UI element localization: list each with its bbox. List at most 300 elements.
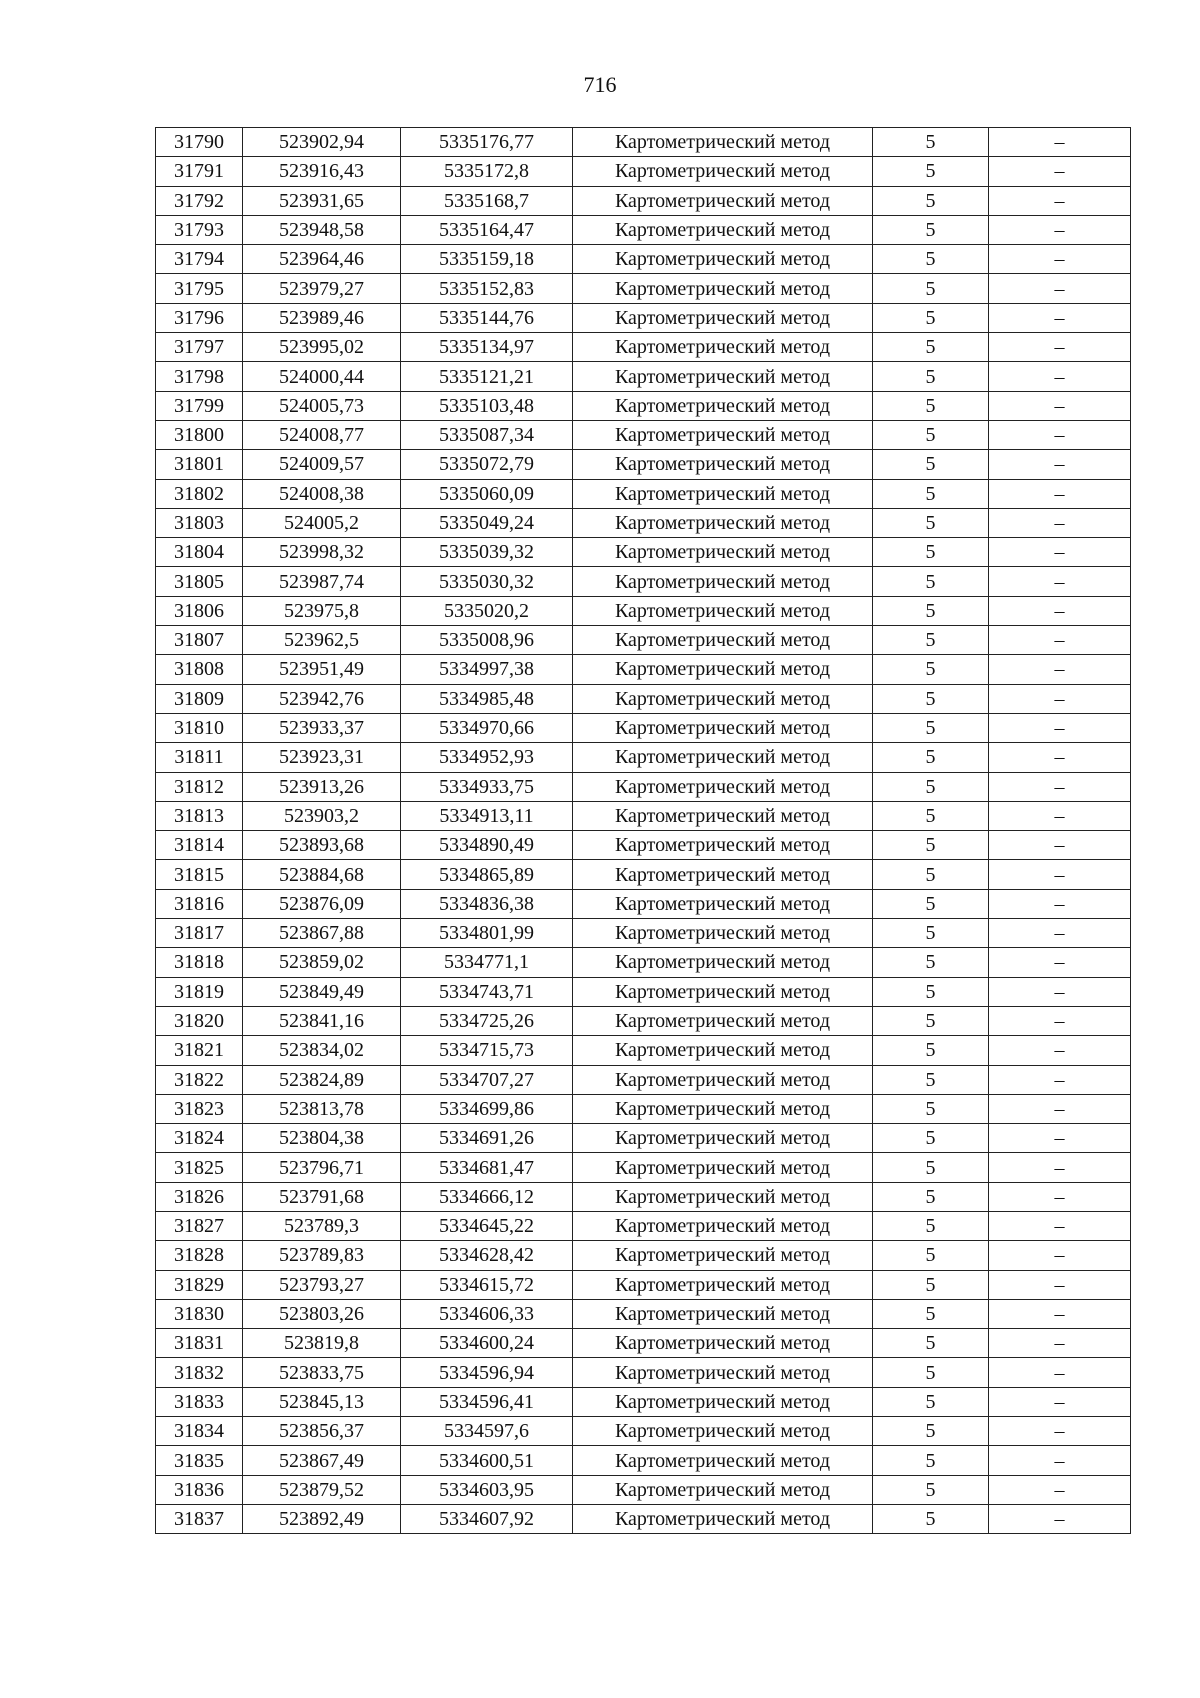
accuracy-cell: 5	[873, 1153, 989, 1182]
table-row	[156, 479, 1131, 508]
accuracy-cell: 5	[873, 948, 989, 977]
method-cell: Картометрический метод	[573, 479, 873, 508]
accuracy-cell: 5	[873, 1446, 989, 1475]
x-coordinate-cell: 523942,76	[243, 684, 401, 713]
x-coordinate-cell: 523893,68	[243, 831, 401, 860]
point-number-cell: 31798	[156, 362, 243, 391]
method-cell: Картометрический метод	[573, 1475, 873, 1504]
description-cell: –	[989, 420, 1131, 449]
table-row	[156, 889, 1131, 918]
point-number-cell: 31830	[156, 1299, 243, 1328]
x-coordinate-cell: 523789,3	[243, 1211, 401, 1240]
table-row	[156, 303, 1131, 332]
x-coordinate-cell: 523845,13	[243, 1387, 401, 1416]
description-cell: –	[989, 567, 1131, 596]
y-coordinate-cell: 5335172,8	[401, 157, 573, 186]
method-cell: Картометрический метод	[573, 420, 873, 449]
method-cell: Картометрический метод	[573, 303, 873, 332]
accuracy-cell: 5	[873, 157, 989, 186]
accuracy-cell: 5	[873, 1504, 989, 1533]
x-coordinate-cell: 523849,49	[243, 977, 401, 1006]
y-coordinate-cell: 5335060,09	[401, 479, 573, 508]
y-coordinate-cell: 5334725,26	[401, 1006, 573, 1035]
y-coordinate-cell: 5334865,89	[401, 860, 573, 889]
point-number-cell: 31813	[156, 801, 243, 830]
point-number-cell: 31796	[156, 303, 243, 332]
method-cell: Картометрический метод	[573, 655, 873, 684]
coordinates-table	[155, 127, 1131, 1534]
method-cell: Картометрический метод	[573, 450, 873, 479]
description-cell: –	[989, 362, 1131, 391]
x-coordinate-cell: 523859,02	[243, 948, 401, 977]
y-coordinate-cell: 5335103,48	[401, 391, 573, 420]
method-cell: Картометрический метод	[573, 1504, 873, 1533]
table-row	[156, 596, 1131, 625]
point-number-cell: 31824	[156, 1124, 243, 1153]
x-coordinate-cell: 524005,73	[243, 391, 401, 420]
description-cell: –	[989, 655, 1131, 684]
table-row	[156, 1504, 1131, 1533]
description-cell: –	[989, 1211, 1131, 1240]
y-coordinate-cell: 5335039,32	[401, 538, 573, 567]
x-coordinate-cell: 523867,88	[243, 919, 401, 948]
x-coordinate-cell: 523933,37	[243, 713, 401, 742]
method-cell: Картометрический метод	[573, 1182, 873, 1211]
table-row	[156, 274, 1131, 303]
description-cell: –	[989, 1446, 1131, 1475]
y-coordinate-cell: 5334603,95	[401, 1475, 573, 1504]
y-coordinate-cell: 5334600,24	[401, 1329, 573, 1358]
accuracy-cell: 5	[873, 1299, 989, 1328]
method-cell: Картометрический метод	[573, 274, 873, 303]
method-cell: Картометрический метод	[573, 567, 873, 596]
table-row	[156, 567, 1131, 596]
y-coordinate-cell: 5334771,1	[401, 948, 573, 977]
point-number-cell: 31836	[156, 1475, 243, 1504]
accuracy-cell: 5	[873, 1329, 989, 1358]
x-coordinate-cell: 523979,27	[243, 274, 401, 303]
description-cell: –	[989, 1241, 1131, 1270]
x-coordinate-cell: 524009,57	[243, 450, 401, 479]
accuracy-cell: 5	[873, 801, 989, 830]
table-row	[156, 713, 1131, 742]
method-cell: Картометрический метод	[573, 860, 873, 889]
description-cell: –	[989, 1006, 1131, 1035]
description-cell: –	[989, 1387, 1131, 1416]
accuracy-cell: 5	[873, 655, 989, 684]
table-row	[156, 245, 1131, 274]
x-coordinate-cell: 523923,31	[243, 743, 401, 772]
method-cell: Картометрический метод	[573, 1124, 873, 1153]
x-coordinate-cell: 523876,09	[243, 889, 401, 918]
y-coordinate-cell: 5334699,86	[401, 1094, 573, 1123]
description-cell: –	[989, 391, 1131, 420]
x-coordinate-cell: 523803,26	[243, 1299, 401, 1328]
accuracy-cell: 5	[873, 245, 989, 274]
accuracy-cell: 5	[873, 713, 989, 742]
accuracy-cell: 5	[873, 919, 989, 948]
y-coordinate-cell: 5334952,93	[401, 743, 573, 772]
x-coordinate-cell: 523975,8	[243, 596, 401, 625]
table-row	[156, 831, 1131, 860]
table-row	[156, 1211, 1131, 1240]
x-coordinate-cell: 523951,49	[243, 655, 401, 684]
table-row	[156, 1065, 1131, 1094]
method-cell: Картометрический метод	[573, 1094, 873, 1123]
description-cell: –	[989, 626, 1131, 655]
table-row	[156, 772, 1131, 801]
x-coordinate-cell: 523834,02	[243, 1036, 401, 1065]
y-coordinate-cell: 5334596,94	[401, 1358, 573, 1387]
y-coordinate-cell: 5334743,71	[401, 977, 573, 1006]
table-row	[156, 391, 1131, 420]
accuracy-cell: 5	[873, 186, 989, 215]
accuracy-cell: 5	[873, 860, 989, 889]
table-row	[156, 655, 1131, 684]
x-coordinate-cell: 523867,49	[243, 1446, 401, 1475]
method-cell: Картометрический метод	[573, 831, 873, 860]
y-coordinate-cell: 5335030,32	[401, 567, 573, 596]
description-cell: –	[989, 245, 1131, 274]
table-row	[156, 626, 1131, 655]
y-coordinate-cell: 5334600,51	[401, 1446, 573, 1475]
table-row	[156, 420, 1131, 449]
y-coordinate-cell: 5335072,79	[401, 450, 573, 479]
description-cell: –	[989, 1299, 1131, 1328]
method-cell: Картометрический метод	[573, 1358, 873, 1387]
method-cell: Картометрический метод	[573, 157, 873, 186]
table-row	[156, 1358, 1131, 1387]
method-cell: Картометрический метод	[573, 713, 873, 742]
x-coordinate-cell: 523962,5	[243, 626, 401, 655]
method-cell: Картометрический метод	[573, 1387, 873, 1416]
method-cell: Картометрический метод	[573, 684, 873, 713]
point-number-cell: 31832	[156, 1358, 243, 1387]
description-cell: –	[989, 1358, 1131, 1387]
y-coordinate-cell: 5334606,33	[401, 1299, 573, 1328]
description-cell: –	[989, 1153, 1131, 1182]
point-number-cell: 31803	[156, 508, 243, 537]
method-cell: Картометрический метод	[573, 391, 873, 420]
accuracy-cell: 5	[873, 1475, 989, 1504]
y-coordinate-cell: 5335121,21	[401, 362, 573, 391]
table-body	[156, 128, 1131, 1534]
description-cell: –	[989, 333, 1131, 362]
method-cell: Картометрический метод	[573, 743, 873, 772]
description-cell: –	[989, 919, 1131, 948]
point-number-cell: 31802	[156, 479, 243, 508]
table-row	[156, 1124, 1131, 1153]
accuracy-cell: 5	[873, 1036, 989, 1065]
method-cell: Картометрический метод	[573, 977, 873, 1006]
x-coordinate-cell: 523819,8	[243, 1329, 401, 1358]
y-coordinate-cell: 5335168,7	[401, 186, 573, 215]
description-cell: –	[989, 1329, 1131, 1358]
method-cell: Картометрический метод	[573, 215, 873, 244]
method-cell: Картометрический метод	[573, 186, 873, 215]
x-coordinate-cell: 523998,32	[243, 538, 401, 567]
description-cell: –	[989, 215, 1131, 244]
method-cell: Картометрический метод	[573, 1211, 873, 1240]
description-cell: –	[989, 743, 1131, 772]
method-cell: Картометрический метод	[573, 1006, 873, 1035]
table-row	[156, 1153, 1131, 1182]
description-cell: –	[989, 479, 1131, 508]
accuracy-cell: 5	[873, 333, 989, 362]
accuracy-cell: 5	[873, 772, 989, 801]
y-coordinate-cell: 5334691,26	[401, 1124, 573, 1153]
x-coordinate-cell: 523902,94	[243, 128, 401, 157]
method-cell: Картометрический метод	[573, 245, 873, 274]
y-coordinate-cell: 5334597,6	[401, 1417, 573, 1446]
point-number-cell: 31804	[156, 538, 243, 567]
table-row	[156, 919, 1131, 948]
x-coordinate-cell: 523793,27	[243, 1270, 401, 1299]
x-coordinate-cell: 523892,49	[243, 1504, 401, 1533]
accuracy-cell: 5	[873, 362, 989, 391]
method-cell: Картометрический метод	[573, 1241, 873, 1270]
table-row	[156, 801, 1131, 830]
point-number-cell: 31834	[156, 1417, 243, 1446]
accuracy-cell: 5	[873, 1094, 989, 1123]
x-coordinate-cell: 523964,46	[243, 245, 401, 274]
point-number-cell: 31837	[156, 1504, 243, 1533]
point-number-cell: 31826	[156, 1182, 243, 1211]
method-cell: Картометрический метод	[573, 919, 873, 948]
x-coordinate-cell: 523879,52	[243, 1475, 401, 1504]
y-coordinate-cell: 5334615,72	[401, 1270, 573, 1299]
point-number-cell: 31800	[156, 420, 243, 449]
y-coordinate-cell: 5335087,34	[401, 420, 573, 449]
y-coordinate-cell: 5334890,49	[401, 831, 573, 860]
y-coordinate-cell: 5334985,48	[401, 684, 573, 713]
x-coordinate-cell: 523789,83	[243, 1241, 401, 1270]
description-cell: –	[989, 889, 1131, 918]
table-row	[156, 1329, 1131, 1358]
accuracy-cell: 5	[873, 450, 989, 479]
y-coordinate-cell: 5335049,24	[401, 508, 573, 537]
point-number-cell: 31807	[156, 626, 243, 655]
table-row	[156, 743, 1131, 772]
method-cell: Картометрический метод	[573, 1270, 873, 1299]
x-coordinate-cell: 523916,43	[243, 157, 401, 186]
accuracy-cell: 5	[873, 420, 989, 449]
y-coordinate-cell: 5334933,75	[401, 772, 573, 801]
method-cell: Картометрический метод	[573, 772, 873, 801]
table-row	[156, 860, 1131, 889]
point-number-cell: 31831	[156, 1329, 243, 1358]
point-number-cell: 31818	[156, 948, 243, 977]
method-cell: Картометрический метод	[573, 596, 873, 625]
x-coordinate-cell: 523995,02	[243, 333, 401, 362]
x-coordinate-cell: 523824,89	[243, 1065, 401, 1094]
point-number-cell: 31827	[156, 1211, 243, 1240]
table-row	[156, 1036, 1131, 1065]
accuracy-cell: 5	[873, 1417, 989, 1446]
method-cell: Картометрический метод	[573, 333, 873, 362]
point-number-cell: 31829	[156, 1270, 243, 1299]
y-coordinate-cell: 5335176,77	[401, 128, 573, 157]
point-number-cell: 31799	[156, 391, 243, 420]
point-number-cell: 31797	[156, 333, 243, 362]
x-coordinate-cell: 524008,38	[243, 479, 401, 508]
point-number-cell: 31820	[156, 1006, 243, 1035]
x-coordinate-cell: 524008,77	[243, 420, 401, 449]
accuracy-cell: 5	[873, 1182, 989, 1211]
description-cell: –	[989, 772, 1131, 801]
accuracy-cell: 5	[873, 274, 989, 303]
table-row	[156, 1387, 1131, 1416]
table-row	[156, 1270, 1131, 1299]
table-row	[156, 1182, 1131, 1211]
method-cell: Картометрический метод	[573, 538, 873, 567]
point-number-cell: 31821	[156, 1036, 243, 1065]
table-row	[156, 977, 1131, 1006]
description-cell: –	[989, 1475, 1131, 1504]
description-cell: –	[989, 1417, 1131, 1446]
accuracy-cell: 5	[873, 303, 989, 332]
point-number-cell: 31825	[156, 1153, 243, 1182]
method-cell: Картометрический метод	[573, 1065, 873, 1094]
accuracy-cell: 5	[873, 684, 989, 713]
accuracy-cell: 5	[873, 1124, 989, 1153]
accuracy-cell: 5	[873, 743, 989, 772]
y-coordinate-cell: 5334801,99	[401, 919, 573, 948]
description-cell: –	[989, 948, 1131, 977]
accuracy-cell: 5	[873, 1241, 989, 1270]
description-cell: –	[989, 157, 1131, 186]
description-cell: –	[989, 831, 1131, 860]
y-coordinate-cell: 5334645,22	[401, 1211, 573, 1240]
point-number-cell: 31812	[156, 772, 243, 801]
point-number-cell: 31814	[156, 831, 243, 860]
accuracy-cell: 5	[873, 889, 989, 918]
point-number-cell: 31793	[156, 215, 243, 244]
method-cell: Картометрический метод	[573, 801, 873, 830]
y-coordinate-cell: 5334596,41	[401, 1387, 573, 1416]
point-number-cell: 31835	[156, 1446, 243, 1475]
point-number-cell: 31811	[156, 743, 243, 772]
point-number-cell: 31795	[156, 274, 243, 303]
x-coordinate-cell: 524005,2	[243, 508, 401, 537]
point-number-cell: 31791	[156, 157, 243, 186]
point-number-cell: 31816	[156, 889, 243, 918]
accuracy-cell: 5	[873, 391, 989, 420]
accuracy-cell: 5	[873, 508, 989, 537]
method-cell: Картометрический метод	[573, 508, 873, 537]
point-number-cell: 31801	[156, 450, 243, 479]
table-row	[156, 1417, 1131, 1446]
table-row	[156, 1006, 1131, 1035]
point-number-cell: 31808	[156, 655, 243, 684]
point-number-cell: 31815	[156, 860, 243, 889]
page-number: 716	[583, 72, 617, 97]
table-row	[156, 1446, 1131, 1475]
description-cell: –	[989, 303, 1131, 332]
point-number-cell: 31810	[156, 713, 243, 742]
x-coordinate-cell: 523989,46	[243, 303, 401, 332]
method-cell: Картометрический метод	[573, 626, 873, 655]
x-coordinate-cell: 523903,2	[243, 801, 401, 830]
accuracy-cell: 5	[873, 596, 989, 625]
y-coordinate-cell: 5334666,12	[401, 1182, 573, 1211]
accuracy-cell: 5	[873, 1006, 989, 1035]
description-cell: –	[989, 1065, 1131, 1094]
point-number-cell: 31792	[156, 186, 243, 215]
x-coordinate-cell: 523804,38	[243, 1124, 401, 1153]
description-cell: –	[989, 1094, 1131, 1123]
method-cell: Картометрический метод	[573, 362, 873, 391]
y-coordinate-cell: 5335008,96	[401, 626, 573, 655]
table-row	[156, 684, 1131, 713]
y-coordinate-cell: 5334628,42	[401, 1241, 573, 1270]
y-coordinate-cell: 5334707,27	[401, 1065, 573, 1094]
accuracy-cell: 5	[873, 626, 989, 655]
accuracy-cell: 5	[873, 977, 989, 1006]
accuracy-cell: 5	[873, 831, 989, 860]
table-row	[156, 362, 1131, 391]
description-cell: –	[989, 860, 1131, 889]
accuracy-cell: 5	[873, 479, 989, 508]
method-cell: Картометрический метод	[573, 889, 873, 918]
point-number-cell: 31805	[156, 567, 243, 596]
description-cell: –	[989, 1124, 1131, 1153]
description-cell: –	[989, 186, 1131, 215]
point-number-cell: 31817	[156, 919, 243, 948]
table-row	[156, 333, 1131, 362]
point-number-cell: 31822	[156, 1065, 243, 1094]
description-cell: –	[989, 128, 1131, 157]
x-coordinate-cell: 523948,58	[243, 215, 401, 244]
table-row	[156, 450, 1131, 479]
y-coordinate-cell: 5334970,66	[401, 713, 573, 742]
description-cell: –	[989, 684, 1131, 713]
description-cell: –	[989, 801, 1131, 830]
description-cell: –	[989, 450, 1131, 479]
point-number-cell: 31823	[156, 1094, 243, 1123]
accuracy-cell: 5	[873, 1387, 989, 1416]
x-coordinate-cell: 524000,44	[243, 362, 401, 391]
method-cell: Картометрический метод	[573, 1299, 873, 1328]
table-row	[156, 1299, 1131, 1328]
description-cell: –	[989, 538, 1131, 567]
description-cell: –	[989, 977, 1131, 1006]
method-cell: Картометрический метод	[573, 1446, 873, 1475]
y-coordinate-cell: 5335020,2	[401, 596, 573, 625]
description-cell: –	[989, 596, 1131, 625]
table-row	[156, 538, 1131, 567]
x-coordinate-cell: 523791,68	[243, 1182, 401, 1211]
point-number-cell: 31833	[156, 1387, 243, 1416]
y-coordinate-cell: 5335152,83	[401, 274, 573, 303]
method-cell: Картометрический метод	[573, 1036, 873, 1065]
x-coordinate-cell: 523813,78	[243, 1094, 401, 1123]
accuracy-cell: 5	[873, 128, 989, 157]
accuracy-cell: 5	[873, 1270, 989, 1299]
point-number-cell: 31828	[156, 1241, 243, 1270]
table-row	[156, 508, 1131, 537]
method-cell: Картометрический метод	[573, 948, 873, 977]
point-number-cell: 31809	[156, 684, 243, 713]
point-number-cell: 31790	[156, 128, 243, 157]
table-row	[156, 948, 1131, 977]
accuracy-cell: 5	[873, 1065, 989, 1094]
table-row	[156, 1241, 1131, 1270]
x-coordinate-cell: 523833,75	[243, 1358, 401, 1387]
x-coordinate-cell: 523913,26	[243, 772, 401, 801]
x-coordinate-cell: 523987,74	[243, 567, 401, 596]
method-cell: Картометрический метод	[573, 1329, 873, 1358]
